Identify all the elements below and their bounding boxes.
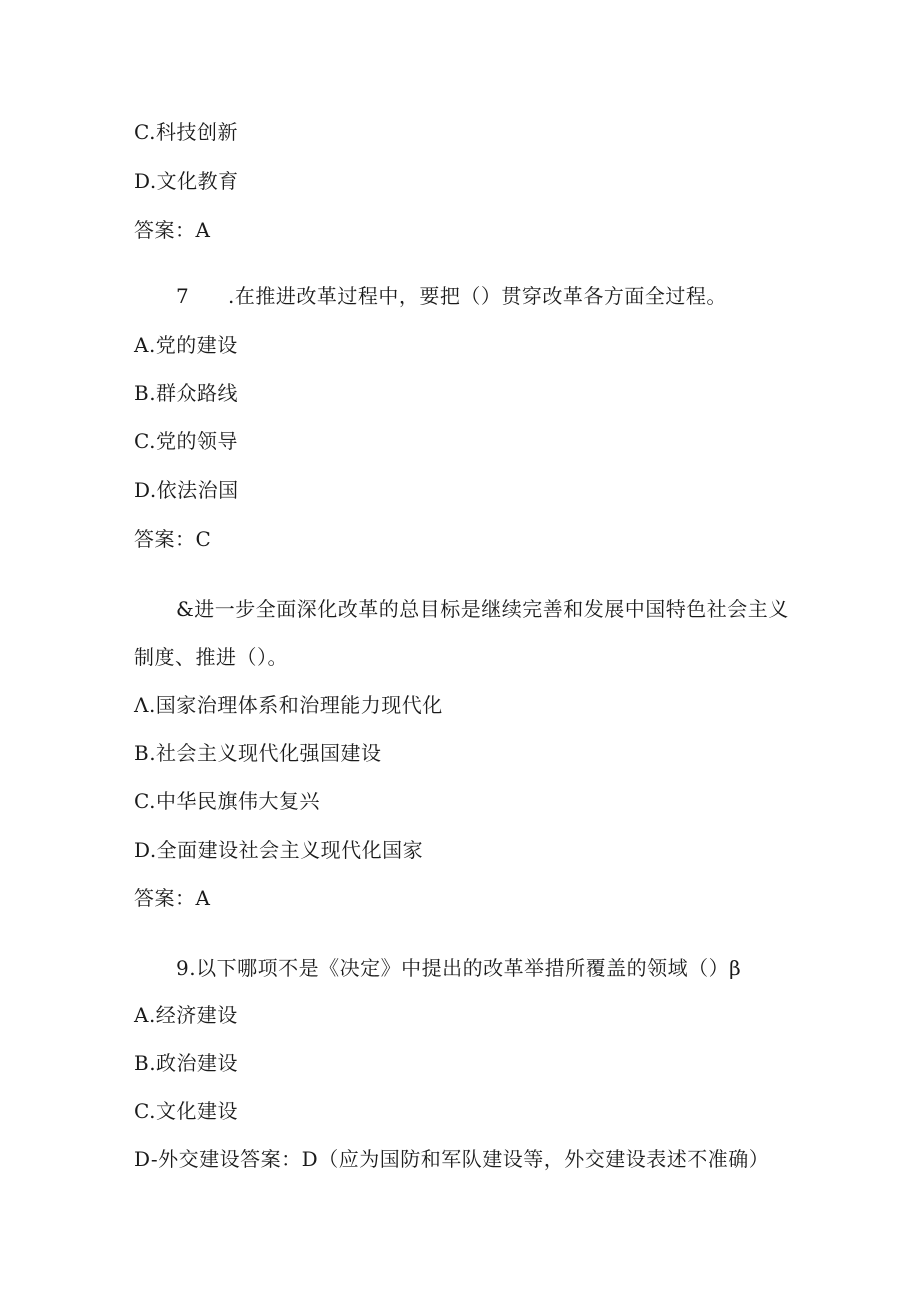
q7-answer: 答案：C — [134, 527, 212, 551]
q7-question: .在推进改革过程中，要把（）贯穿改革各方面全过程。 — [228, 284, 727, 308]
q8-answer: 答案：A — [134, 886, 211, 910]
q6-option-c: C.科技创新 — [134, 120, 238, 144]
q9-option-b: B.政治建设 — [134, 1051, 239, 1075]
q7-option-d: D.依法治国 — [134, 478, 239, 502]
q7-option-c: C.党的领导 — [134, 429, 238, 453]
q9-option-a: A.经济建设 — [134, 1003, 238, 1027]
q8-question-line2: 制度、推进（）。 — [134, 645, 288, 669]
q7-option-a: A.党的建设 — [134, 333, 238, 357]
q9-question: 9.以下哪项不是《决定》中提出的改革举措所覆盖的领域（）β — [176, 956, 742, 980]
q8-option-b: B.社会主义现代化强国建设 — [134, 741, 382, 765]
q7-option-b: B.群众路线 — [134, 381, 239, 405]
q8-question-line1: &进一步全面深化改革的总目标是继续完善和发展中国特色社会主义 — [176, 597, 789, 621]
q9-option-d-answer: D-外交建设答案：D（应为国防和军队建设等，外交建设表述不准确） — [134, 1147, 770, 1171]
q8-option-d: D.全面建设社会主义现代化国家 — [134, 838, 424, 862]
q6-option-d: D.文化教育 — [134, 169, 239, 193]
q8-option-a: Λ.国家治理体系和治理能力现代化 — [134, 693, 443, 717]
q7-number: 7 — [176, 284, 189, 308]
q9-option-c: C.文化建设 — [134, 1099, 238, 1123]
q8-option-c: C.中华民旗伟大复兴 — [134, 789, 320, 813]
q6-answer: 答案：A — [134, 218, 211, 242]
